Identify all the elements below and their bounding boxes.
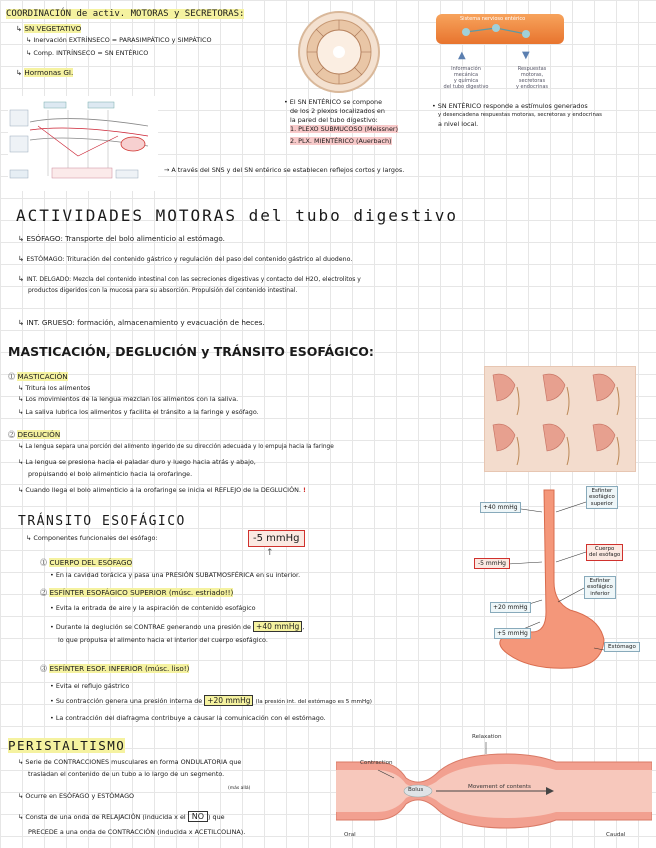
s1-b1a: ↳ Inervación EXTRÍNSECO = PARASIMPÁTICO y SIMPÁTICO bbox=[26, 36, 212, 44]
s1-b2: ↳ Hormonas GI. bbox=[16, 68, 74, 77]
section5-title: PERISTALTISMO bbox=[8, 738, 126, 753]
s1-b1: ↳ SN VEGETATIVO bbox=[16, 24, 82, 33]
c3-b: • Su contracción genera una presión interna de +20 mmHg (la presión int. del estómago es 5 mmHg) bbox=[50, 696, 372, 705]
mast-2: ↳ Los movimientos de la lengua mezclan los alimentos con la saliva. bbox=[18, 395, 239, 403]
section4-title: TRÁNSITO ESOFÁGICO bbox=[18, 514, 186, 529]
section3-title: MASTICACIÓN, DEGLUCIÓN y TRÁNSITO ESOFÁGICO: bbox=[8, 344, 374, 359]
lab-m5: -5 mmHg bbox=[474, 558, 510, 569]
enteric-text: • El SN ENTÉRICO se compone de los 2 plexos localizados en la pared del tubo digestivo: 1. PLEXO SUBMUCOSO (Meissner) 2. PLX. MIENTÉRICO (Auerbach) bbox=[284, 98, 399, 145]
intestine-cross-section bbox=[292, 8, 386, 98]
degl-2: ↳ La lengua se presiona hacia el paladar duro y luego hacia atrás y abajo, bbox=[18, 458, 256, 466]
section1-title bbox=[6, 8, 244, 20]
mast-3: ↳ La saliva lubrica los alimentos y facilita el tránsito a la faringe y esófago. bbox=[18, 408, 259, 416]
caudal-label: Caudal bbox=[606, 832, 626, 838]
neg-arrow-icon: ↑ bbox=[266, 548, 274, 558]
c2-c: lo que propulsa el alimento hacia el interior del cuerpo esofágico. bbox=[58, 636, 268, 644]
p3a: ↳ Consta de una onda de RELAJACIÓN (inducida x el NO ) que bbox=[18, 812, 225, 821]
c1-title: ⓵ CUERPO DEL ESÓFAGO bbox=[40, 558, 133, 567]
reflex-text: → A través del SNS y del SN entérico se establecen reflejos cortos y largos. bbox=[164, 166, 405, 174]
p3b: PRECEDE a una onda de CONTRACCIÓN (inducida x ACETILCOLINA). bbox=[28, 828, 246, 836]
bolus-label: Bolus bbox=[408, 787, 424, 793]
degl-1: ↳ La lengua separa una porción del alimento ingerido de su dirección adecuada y lo empuja hacia la faringe bbox=[18, 442, 334, 450]
enteric-response-text: • SN ENTÉRICO responde a estímulos generados y desencadena respuestas motoras, secretoras y endocrinas a nivel local. bbox=[432, 102, 602, 128]
degl-title: ⓶ DEGLUCIÓN bbox=[8, 430, 61, 439]
relax-label: Relaxation bbox=[472, 734, 502, 740]
section1-title-text: COORDINACIÓN de activ. MOTORAS y SECRETORAS: bbox=[6, 9, 245, 19]
p2: ↳ Ocurre en ESÓFAGO y ESTÓMAGO bbox=[18, 792, 135, 800]
lab-estomago: Estómago bbox=[604, 642, 640, 652]
move-label: Movement of contents bbox=[468, 784, 531, 790]
swallow-sequence-image bbox=[484, 366, 636, 472]
lab-40: +40 mmHg bbox=[480, 502, 521, 513]
c2-b: • Durante la deglución se CONTRAE generando una presión de +40 mmHg , bbox=[50, 622, 305, 631]
c3-title: ⓷ ESFÍNTER ESOF. INFERIOR (músc. liso!) bbox=[40, 664, 190, 673]
c3-a: • Evita el reflujo gástrico bbox=[50, 682, 130, 690]
c1-a: • En la cavidad torácica y pasa una PRESIÓN SUBATMOSFÉRICA en su interior. bbox=[50, 571, 301, 579]
s1-b1b: ↳ Comp. INTRÍNSECO = SN ENTÉRICO bbox=[26, 49, 149, 57]
lab-20: +20 mmHg bbox=[490, 602, 531, 613]
degl-3: propulsando el bolo alimenticio hacia la orofaringe. bbox=[28, 470, 193, 478]
section2-title: ACTIVIDADES MOTORAS del tubo digestivo bbox=[16, 206, 459, 225]
s2-grueso: ↳ INT. GRUESO: formación, almacenamiento y evacuación de heces. bbox=[18, 318, 265, 327]
c3-c: • La contracción del diafragma contribuye a causar la comunicación con el estómago. bbox=[50, 714, 326, 722]
s2-estomago: ↳ ESTÓMAGO: Trituración del contenido gástrico y regulación del paso del contenido gástrico al duodeno. bbox=[18, 254, 353, 263]
lab-5: +5 mmHg bbox=[494, 628, 531, 639]
degl-4: ↳ Cuando llega el bolo alimenticio a la orofaringe se inicia el REFLEJO de la DEGLUCIÓN. ! bbox=[18, 486, 306, 494]
mast-title: ⓵ MASTICACIÓN bbox=[8, 372, 68, 381]
diag-title: Sistema nervioso entérico bbox=[460, 16, 526, 22]
esophagus-pressure-diagram bbox=[470, 482, 650, 672]
mast-1: ↳ Tritura los alimentos bbox=[18, 384, 91, 392]
c2-a: • Evita la entrada de aire y la aspiración de contenido esofágico bbox=[50, 604, 256, 612]
enteric-system-diagram bbox=[432, 10, 572, 110]
p2-note: (más allá) bbox=[228, 786, 251, 791]
lab-eei: Esfínter esofágico inferior bbox=[584, 576, 616, 599]
plexo-submucoso: 1. PLEXO SUBMUCOSO (Meissner) bbox=[290, 125, 399, 133]
peristalsis-diagram bbox=[336, 734, 652, 844]
neg-pressure-box: -5 mmHg bbox=[248, 530, 305, 547]
contr-label: Contraction bbox=[360, 760, 393, 766]
diag-right-label: Respuestas motoras, secretoras y endocrinas bbox=[515, 66, 549, 90]
p1a: ↳ Serie de CONTRACCIONES musculares en forma ONDULATORIA que bbox=[18, 758, 242, 766]
up-arrow-icon: ▲ bbox=[458, 50, 466, 61]
c2-title: ⓶ ESFÍNTER ESOFÁGICO SUPERIOR (músc. estriado!!) bbox=[40, 588, 234, 597]
diag-left-label: Información mecánica y química del tubo digestivo bbox=[443, 66, 489, 90]
p1b: trasladan el contenido de un tubo a lo largo de un segmento. bbox=[28, 770, 225, 778]
comp-func: ↳ Componentes funcionales del esófago: bbox=[26, 534, 158, 542]
s2-esofago: ↳ ESÓFAGO: Transporte del bolo alimenticio al estómago. bbox=[18, 234, 225, 243]
enteric-neural-diagram bbox=[8, 96, 158, 191]
s2-delgado: ↳ INT. DELGADO: Mezcla del contenido intestinal con las secreciones digestivas y contacto del H2O, electrolitos y bbox=[18, 274, 361, 283]
down-arrow-icon: ▼ bbox=[522, 50, 530, 61]
oral-label: Oral bbox=[344, 832, 356, 838]
lab-ees: Esfínter esofágico superior bbox=[586, 486, 618, 509]
lab-cuerpo: Cuerpo del esófago bbox=[586, 544, 623, 561]
plexo-mienterico: 2. PLX. MIENTÉRICO (Auerbach) bbox=[290, 137, 392, 145]
s2-delgado-2: productos digeridos con la mucosa para su absorción. Propulsión del contenido intestinal. bbox=[28, 287, 298, 294]
